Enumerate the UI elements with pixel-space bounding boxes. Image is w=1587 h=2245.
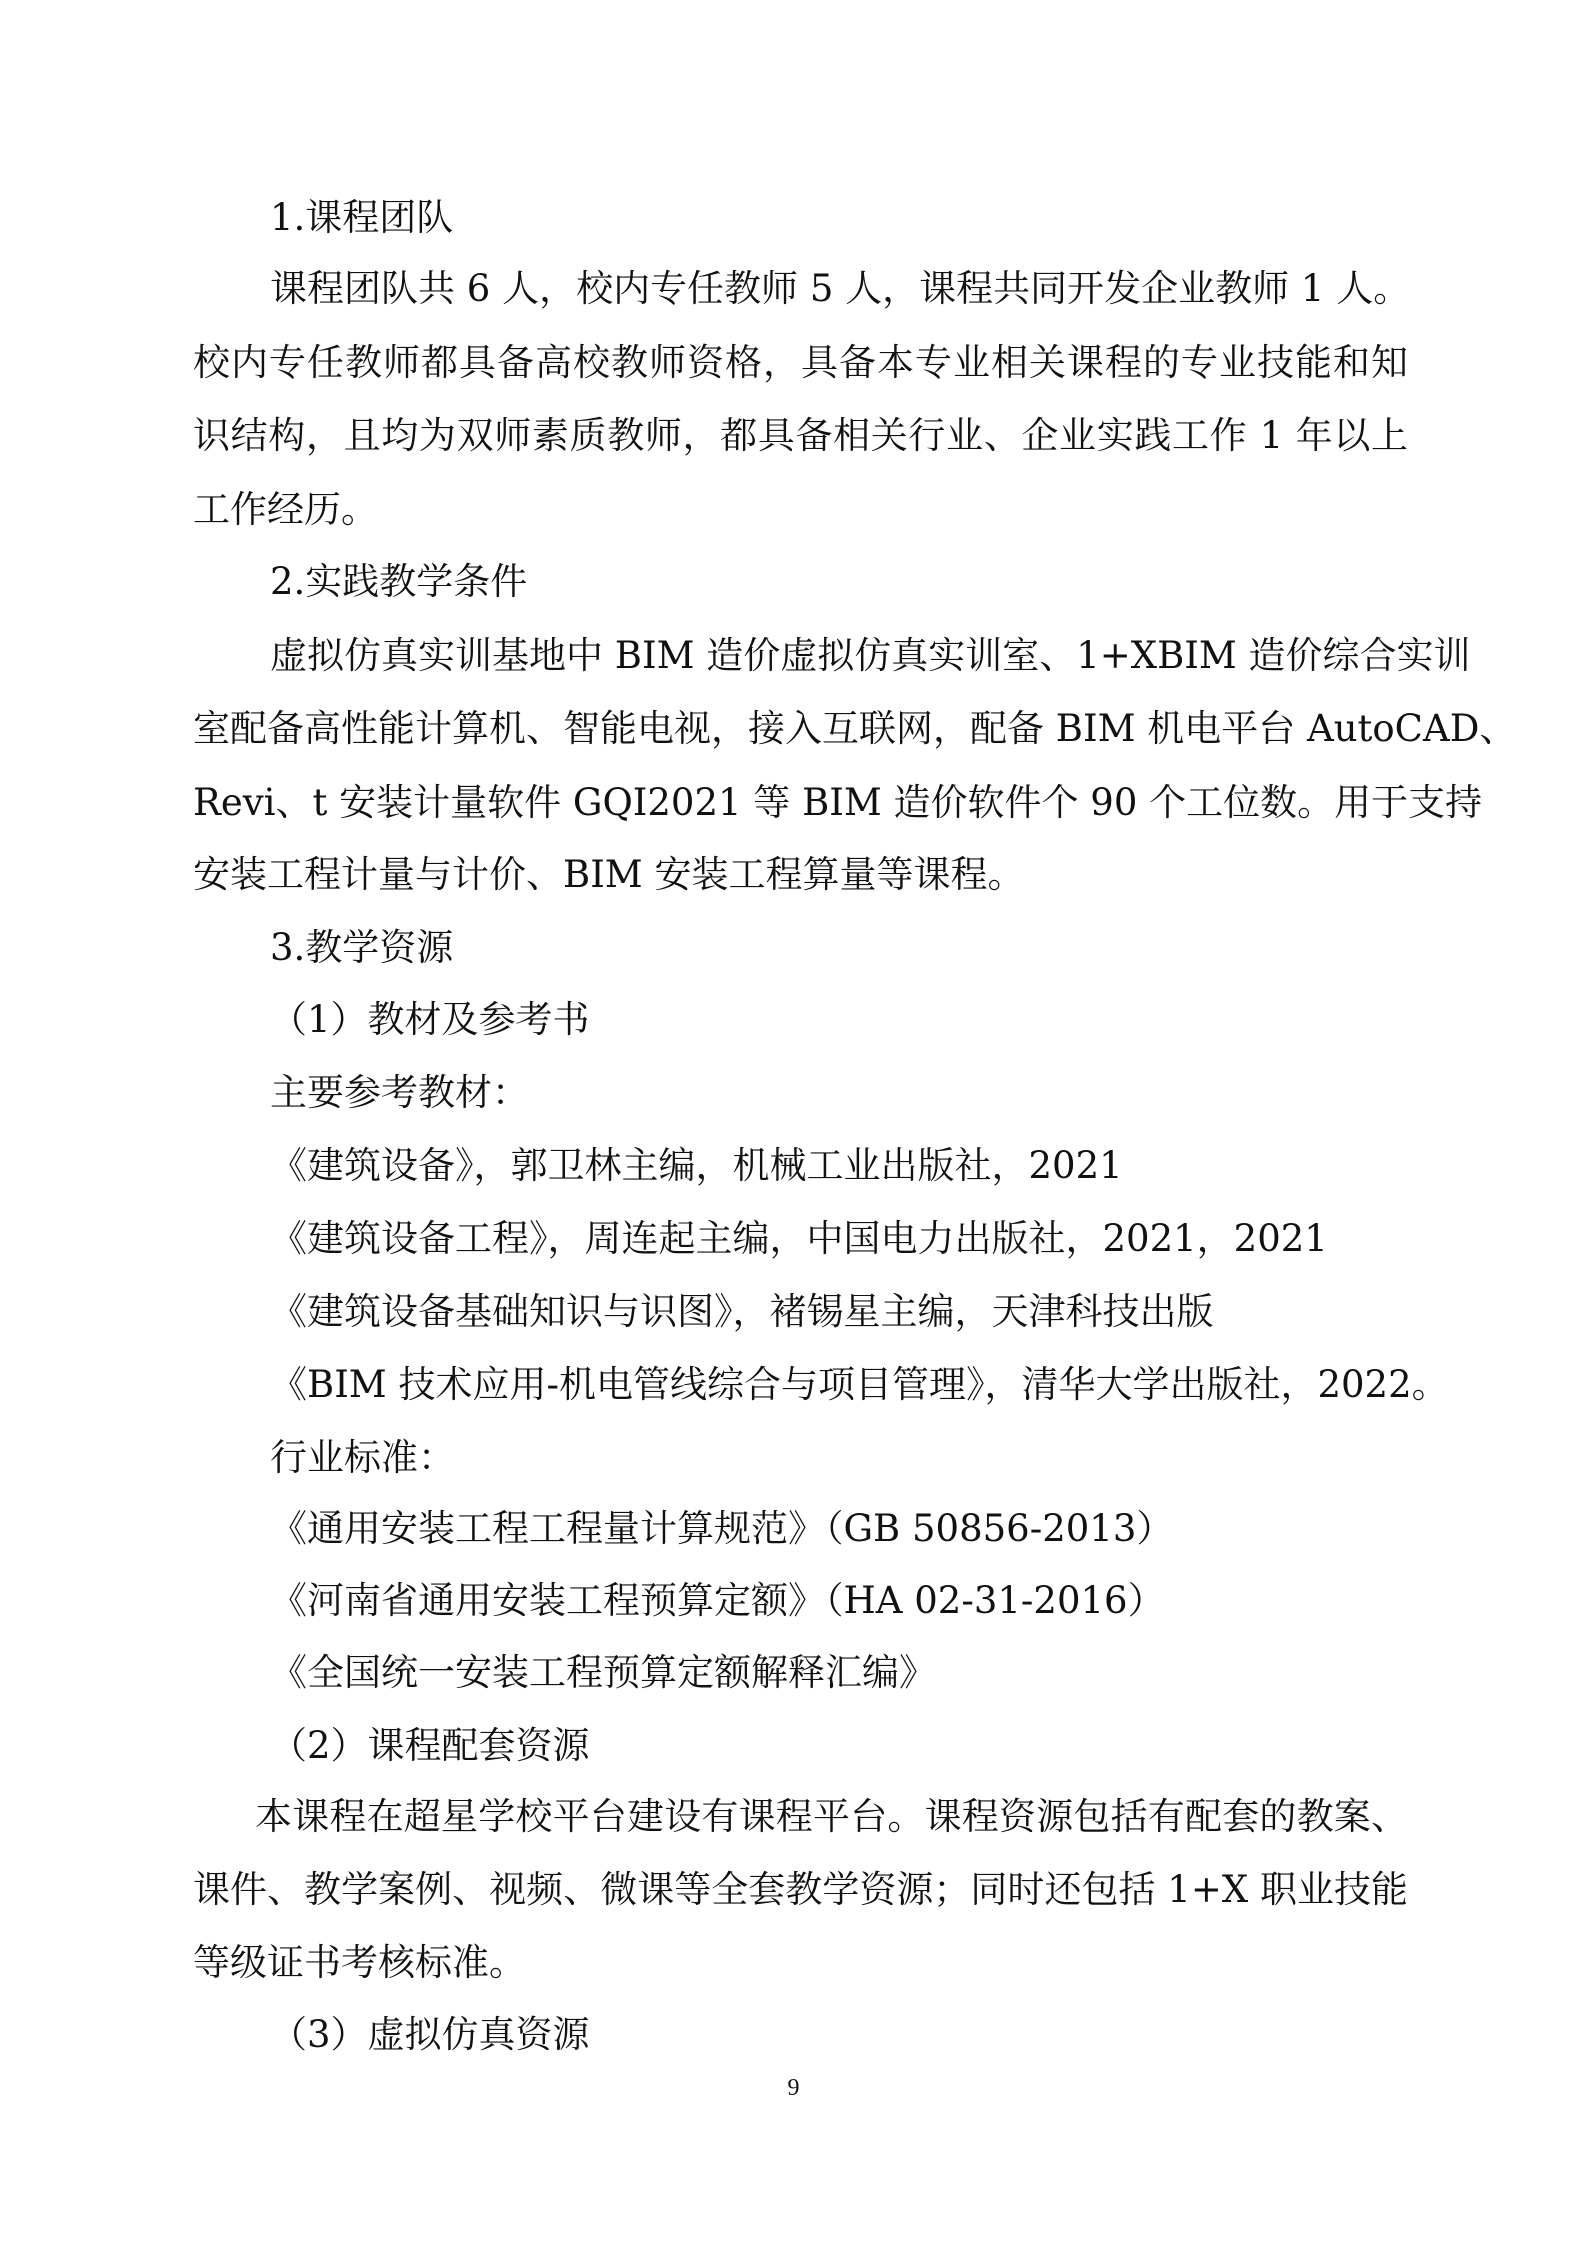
paragraph-line: 校内专任教师都具备高校教师资格，具备本专业相关课程的专业技能和知 — [193, 341, 1408, 384]
paragraph-line: 课件、教学案例、视频、微课等全套教学资源；同时还包括 1+X 职业技能 — [193, 1868, 1408, 1911]
paragraph-line: 室配备高性能计算机、智能电视，接入互联网，配备 BIM 机电平台 AutoCAD、 — [193, 707, 1517, 750]
paragraph-line: 识结构，且均为双师素质教师，都具备相关行业、企业实践工作 1 年以上 — [193, 414, 1408, 457]
paragraph-line: 安装工程计量与计价、BIM 安装工程算量等课程。 — [193, 853, 1025, 896]
heading-teaching-resources: 3.教学资源 — [270, 926, 454, 969]
heading-course-team: 1.课程团队 — [270, 196, 454, 239]
page-number: 9 — [787, 2075, 800, 2101]
paragraph-line: 等级证书考核标准。 — [193, 1941, 526, 1984]
standard-item: 《通用安装工程工程量计算规范》（GB 50856-2013） — [270, 1507, 1174, 1550]
paragraph-line: 工作经历。 — [193, 488, 378, 531]
subheading-textbooks: （1）教材及参考书 — [270, 998, 590, 1041]
paragraph-line: Revi、t 安装计量软件 GQI2021 等 BIM 造价软件个 90 个工位数。用于支持 — [193, 781, 1483, 824]
paragraph-line: 虚拟仿真实训基地中 BIM 造价虚拟仿真实训室、1+XBIM 造价综合实训 — [270, 634, 1471, 677]
heading-practice-conditions: 2.实践教学条件 — [270, 560, 528, 603]
reference-item: 《建筑设备基础知识与识图》，褚锡星主编，天津科技出版 — [270, 1290, 1214, 1333]
standard-item: 《河南省通用安装工程预算定额》（HA 02-31-2016） — [270, 1579, 1165, 1622]
subheading-course-resources: （2）课程配套资源 — [270, 1724, 590, 1767]
paragraph-line: 课程团队共 6 人，校内专任教师 5 人，课程共同开发企业教师 1 人。 — [270, 267, 1411, 310]
label-industry-standards: 行业标准： — [270, 1436, 455, 1479]
reference-item: 《BIM 技术应用-机电管线综合与项目管理》，清华大学出版社，2022。 — [270, 1363, 1449, 1406]
standard-item: 《全国统一安装工程预算定额解释汇编》 — [270, 1651, 936, 1694]
label-main-textbooks: 主要参考教材： — [270, 1071, 529, 1114]
reference-item: 《建筑设备工程》，周连起主编，中国电力出版社，2021，2021 — [270, 1217, 1328, 1260]
subheading-virtual-resources: （3）虚拟仿真资源 — [270, 2013, 590, 2056]
reference-item: 《建筑设备》，郭卫林主编，机械工业出版社，2021 — [270, 1144, 1123, 1187]
paragraph-line: 本课程在超星学校平台建设有课程平台。课程资源包括有配套的教案、 — [255, 1795, 1408, 1838]
